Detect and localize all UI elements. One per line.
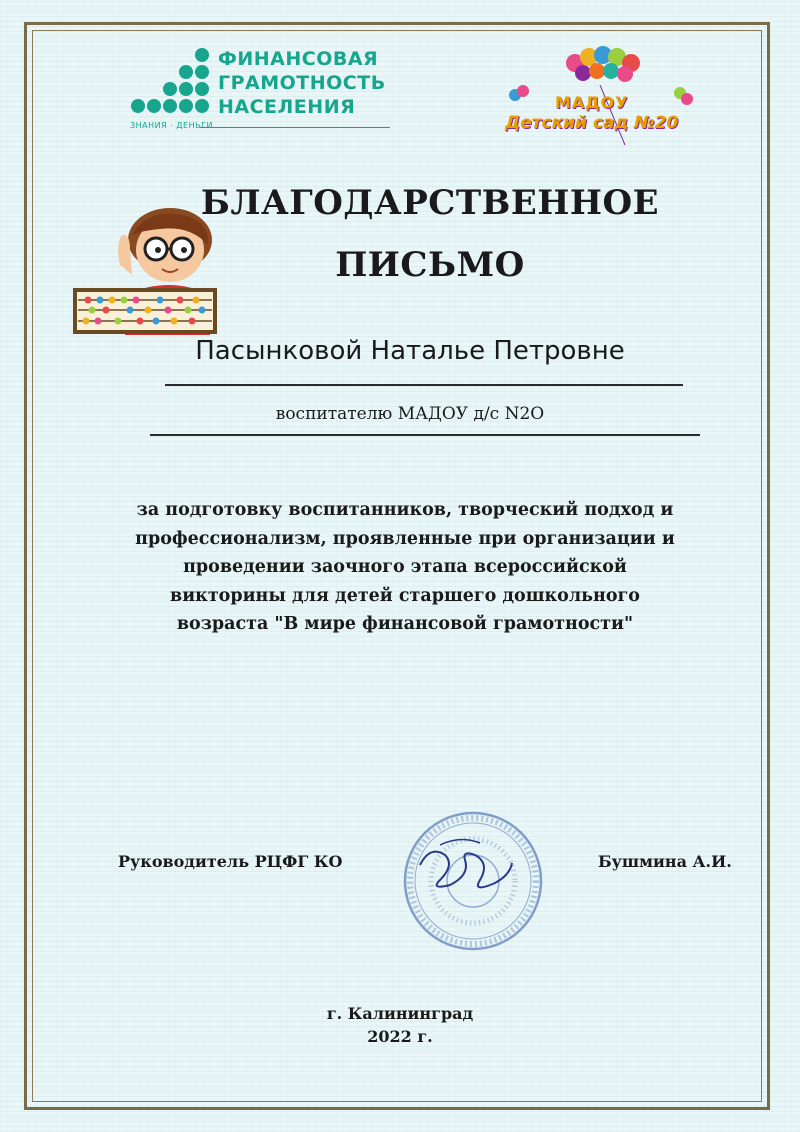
kindergarten-logo bbox=[495, 45, 705, 155]
title-line-2: ПИСЬМО bbox=[335, 245, 525, 285]
position-underline bbox=[150, 434, 700, 436]
brand-text bbox=[218, 47, 386, 119]
dots-logo-icon bbox=[130, 45, 220, 125]
kindergarten-name-line-1: МАДОУ bbox=[555, 93, 629, 112]
brand-line-2: ГРАМОТНОСТЬ bbox=[218, 72, 386, 94]
brand-line-1: ФИНАНСОВАЯ bbox=[218, 48, 379, 70]
year: 2022 г. bbox=[367, 1027, 433, 1046]
financial-literacy-logo bbox=[130, 45, 400, 135]
document-title bbox=[195, 172, 665, 296]
brand-tagline: ЗНАНИЯ · ДЕНЬГИ bbox=[130, 121, 213, 130]
brand-underline bbox=[200, 127, 390, 128]
kindergarten-name-line-2: Детский сад №20 bbox=[505, 113, 679, 133]
city: г. Калининград bbox=[326, 1004, 474, 1023]
signatory-name: Бушмина А.И. bbox=[598, 852, 732, 871]
recipient-underline bbox=[165, 384, 683, 386]
brand-line-3: НАСЕЛЕНИЯ bbox=[218, 96, 356, 118]
recipient-name: Пасынковой Натальe Петровне bbox=[195, 336, 625, 366]
title-line-1: БЛАГОДАРСТВЕННОЕ bbox=[200, 183, 660, 223]
recipient-position: воспитателю МАДОУ д/с N2О bbox=[275, 404, 545, 424]
signatory-role: Руководитель РЦФГ КО bbox=[118, 852, 343, 871]
handwritten-signature bbox=[400, 825, 530, 915]
gratitude-text: за подготовку воспитанников, творческий подход и профессионализм, проявленные при организации и проведении заочного этапа всероссийской викторины для детей старшего дошкольного возраста "В мире финансовой грамотности" bbox=[135, 500, 675, 634]
